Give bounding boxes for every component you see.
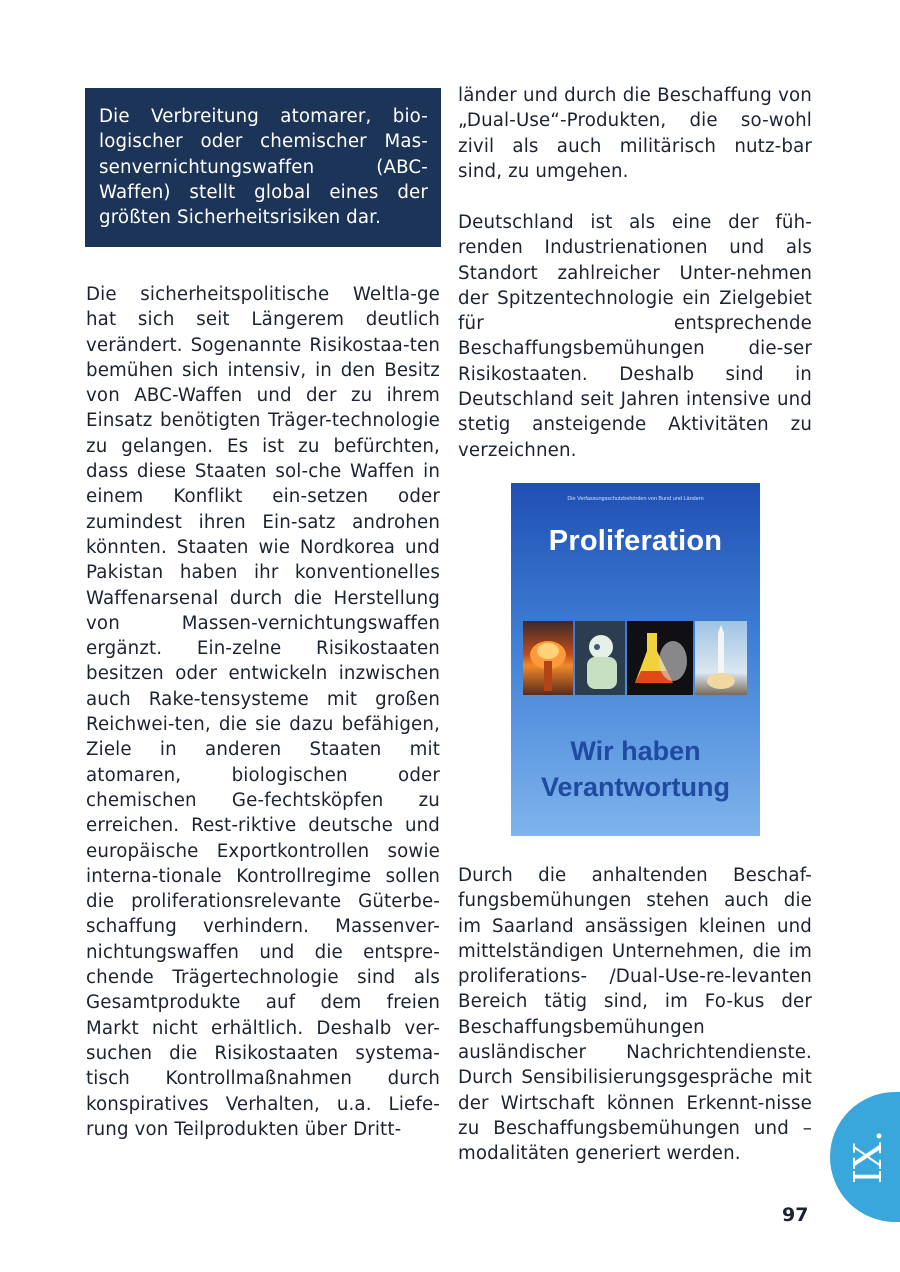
rocket-photo: [695, 621, 747, 695]
right-column-top-text: länder und durch die Beschaffung von „Dual-Use“-Produkten, die so-wohl zivil als auch militärisch nutz-bar sind, zu umgehen.: [458, 85, 812, 182]
hazmat-photo: [575, 621, 625, 695]
left-column-text: Die sicherheitspolitische Weltla-ge hat sich seit Längerem deutlich verändert. Sogenannte Risikostaa-ten bemühen sich intensiv, in den Besitz von ABC-Waffen und der zu ihrem Einsatz benötigten Träger-technologie zu gelangen. Es ist zu befürchten, dass diese Staaten sol-che Waffen in einem Konflikt ein-setzen oder zumindest ihren Ein-satz androhen könnten. Staaten wie Nordkorea und Pakistan haben ihr konventionelles Waffenarsenal durch die Herstellung von Massen-vernichtungswaffen ergänzt. Ein-zelne Risikostaaten besitzen oder entwickeln inzwischen auch Rake-tensysteme mit großen Reichwei-ten, die sie dazu befähigen, Ziele in anderen Staaten mit atomaren, biologischen oder chemischen Ge-fechtsköpfen zu erreichen. Rest-riktive deutsche und europäische Exportkontrollen sowie interna-tionale Kontrollregime sollen die proliferationsrelevante Güterbe-schaffung verhindern. Massenver-nichtungswaffen und die entspre-chende Trägertechnologie sind als Gesamtprodukte auf dem freien Markt nicht erhältlich. Deshalb ver-suchen die Risikostaaten systema-tisch Kontrollmaßnahmen durch konspiratives Verhalten, u.a. Liefe-rung von Teilprodukten über Dritt-: [86, 284, 440, 1140]
poster-title: Proliferation: [548, 525, 723, 557]
poster-subtitle: Die Verfassungsschutzbehörden von Bund und Ländern: [567, 496, 704, 502]
right-column-bottom: [458, 863, 812, 1167]
chapter-label: [838, 1102, 898, 1212]
page-number: 97: [782, 1204, 809, 1226]
poster-slogan: [511, 733, 760, 805]
right-column-middle: [458, 210, 812, 463]
proliferation-poster: [511, 483, 760, 836]
summary-box: [85, 88, 441, 247]
poster-slogan-line2: Verantwortung: [540, 772, 730, 802]
summary-text: Die Verbreitung atomarer, bio-logischer oder chemischer Mas-senvernichtungswaffen (ABC-Waffen) stellt global eines der größten Sicherheitsrisiken dar.: [99, 106, 428, 229]
flask-photo: [627, 621, 693, 695]
chapter-number: IX.: [846, 1129, 890, 1185]
right-column-top: [458, 83, 812, 184]
explosion-photo: [523, 621, 573, 695]
left-column: [86, 282, 440, 1142]
poster-photo-strip: [523, 621, 747, 695]
right-column-middle-text: Deutschland ist als eine der füh-renden Industrienationen und als Standort zahlreicher Unter-nehmen der Spitzentechnologie ein Zielgebiet für entsprechende Beschaffungsbemühungen die-ser Risikostaaten. Deshalb sind in Deutschland seit Jahren intensive und stetig ansteigende Aktivitäten zu verzeichnen.: [458, 212, 812, 461]
poster-slogan-line1: Wir haben: [570, 736, 701, 766]
right-column-bottom-text: Durch die anhaltenden Beschaf-fungsbemühungen stehen auch die im Saarland ansässigen kleinen und mittelständigen Unternehmen, die im proliferations- /Dual-Use-re-levanten Bereich tätig sind, im Fo-kus der Beschaffungsbemühungen ausländischer Nachrichtendienste. Durch Sensibilisierungsgespräche mit der Wirtschaft können Erkennt-nisse zu Beschaffungsbemühungen und –modalitäten generiert werden.: [458, 865, 812, 1165]
